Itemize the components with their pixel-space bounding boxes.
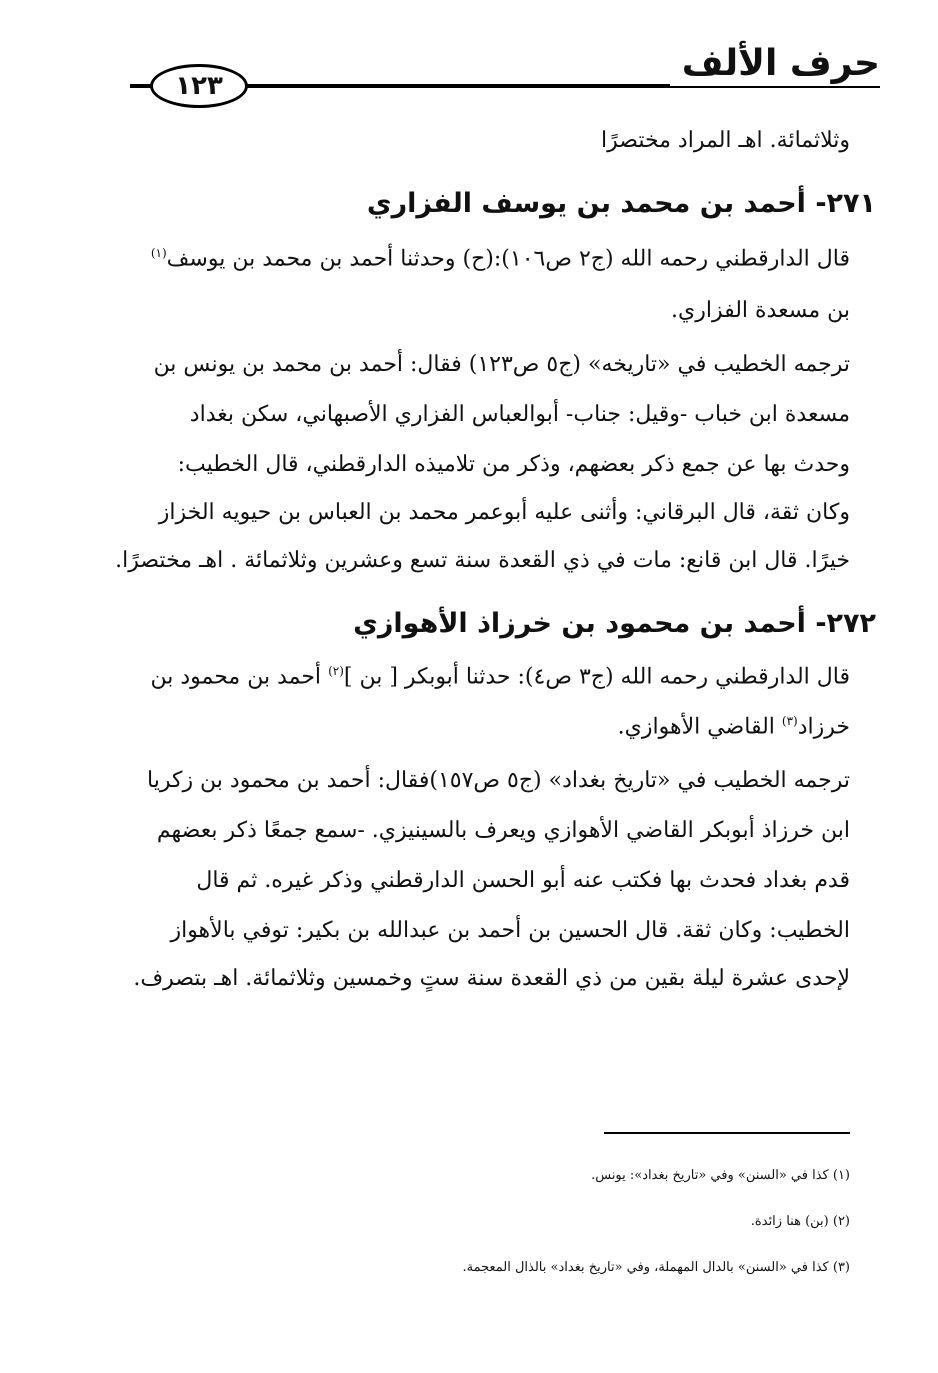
entry-271-line-7: خيرًا. قال ابن قانع: مات في ذي القعدة سنة تسع وعشرين وثلاثمائة . اهـ مختصرًا.	[115, 548, 850, 573]
footnote-1: (١) كذا في «السنن» وفي «تاريخ بغداد»: يونس.	[591, 1168, 850, 1183]
entry-271-line-3: ترجمه الخطيب في «تاريخه» (ج٥ ص١٢٣) فقال: أحمد بن محمد بن يونس بن	[153, 352, 850, 377]
entry-271-line-4: مسعدة ابن خباب -وقيل: جناب- أبوالعباس الفزاري الأصبهاني، سكن بغداد	[189, 402, 850, 427]
entry-272-line-2-b: القاضي الأهوازي.	[617, 714, 775, 740]
entry-271-line-6: وكان ثقة، قال البرقاني: وأثنى عليه أبوعمر محمد بن العباس بن حيويه الخزاز	[158, 500, 850, 525]
footnote-rule	[604, 1132, 850, 1134]
entry-272-line-7: لإحدى عشرة ليلة بقين من ذي القعدة سنة ستٍ وخمسين وثلاثمائة. اهـ بتصرف.	[133, 966, 850, 991]
footnote-marker-1: (١)	[150, 246, 167, 260]
entry-272-line-2	[130, 714, 850, 739]
chapter-title: حرف الألف	[670, 42, 880, 86]
entry-272-line-6: الخطيب: وكان ثقة. قال الحسين بن أحمد بن عبدالله بن بكير: توفي بالأهواز	[170, 918, 850, 943]
footnote-marker-3: (٣)	[781, 714, 798, 728]
entry-271-line-2: بن مسعدة الفزاري.	[671, 298, 850, 323]
entry-272-line-1	[130, 664, 850, 689]
footnote-2: (٢) (بن) هنا زائدة.	[750, 1214, 850, 1229]
entry-272-line-4: ابن خرزاذ أبوبكر القاضي الأهوازي ويعرف بالسينيزي. -سمع جمعًا ذكر بعضهم	[156, 818, 850, 843]
entry-heading-272: ٢٧٢- أحمد بن محمود بن خرزاذ الأهوازي	[353, 608, 876, 639]
entry-272-line-3: ترجمه الخطيب في «تاريخ بغداد» (ج٥ ص١٥٧)فقال: أحمد بن محمود بن زكريا	[147, 768, 850, 793]
entry-271-line-5: وحدث بها عن جمع ذكر بعضهم، وذكر من تلاميذه الدارقطني، قال الخطيب:	[177, 452, 850, 477]
entry-272-line-2-a: خرزاد	[797, 714, 850, 740]
entry-271-line-1-text: قال الدارقطني رحمه الله (ج٢ ص١٠٦):(ح) وحدثنا أحمد بن محمد بن يوسف	[166, 246, 850, 272]
entry-272-line-1-text: قال الدارقطني رحمه الله (ج٣ ص٤): حدثنا أبوبكر [ بن ]	[343, 664, 850, 690]
footnote-3: (٣) كذا في «السنن» بالدال المهملة، وفي «تاريخ بغداد» بالذال المعجمة.	[462, 1260, 850, 1275]
footnote-marker-2: (٢)	[328, 664, 344, 678]
intro-line: وثلاثمائة. اهـ المراد مختصرًا	[600, 128, 850, 153]
entry-272-line-1-cont: أحمد بن محمود بن	[150, 664, 322, 690]
entry-heading-271: ٢٧١- أحمد بن محمد بن يوسف الفزاري	[366, 188, 876, 219]
entry-272-line-5: قدم بغداد فحدث بها فكتب عنه أبو الحسن الدارقطني وذكر غيره. ثم قال	[196, 868, 850, 893]
page-number: ١٢٣	[150, 64, 248, 108]
page-header	[130, 40, 880, 110]
entry-271-line-1	[130, 246, 850, 271]
